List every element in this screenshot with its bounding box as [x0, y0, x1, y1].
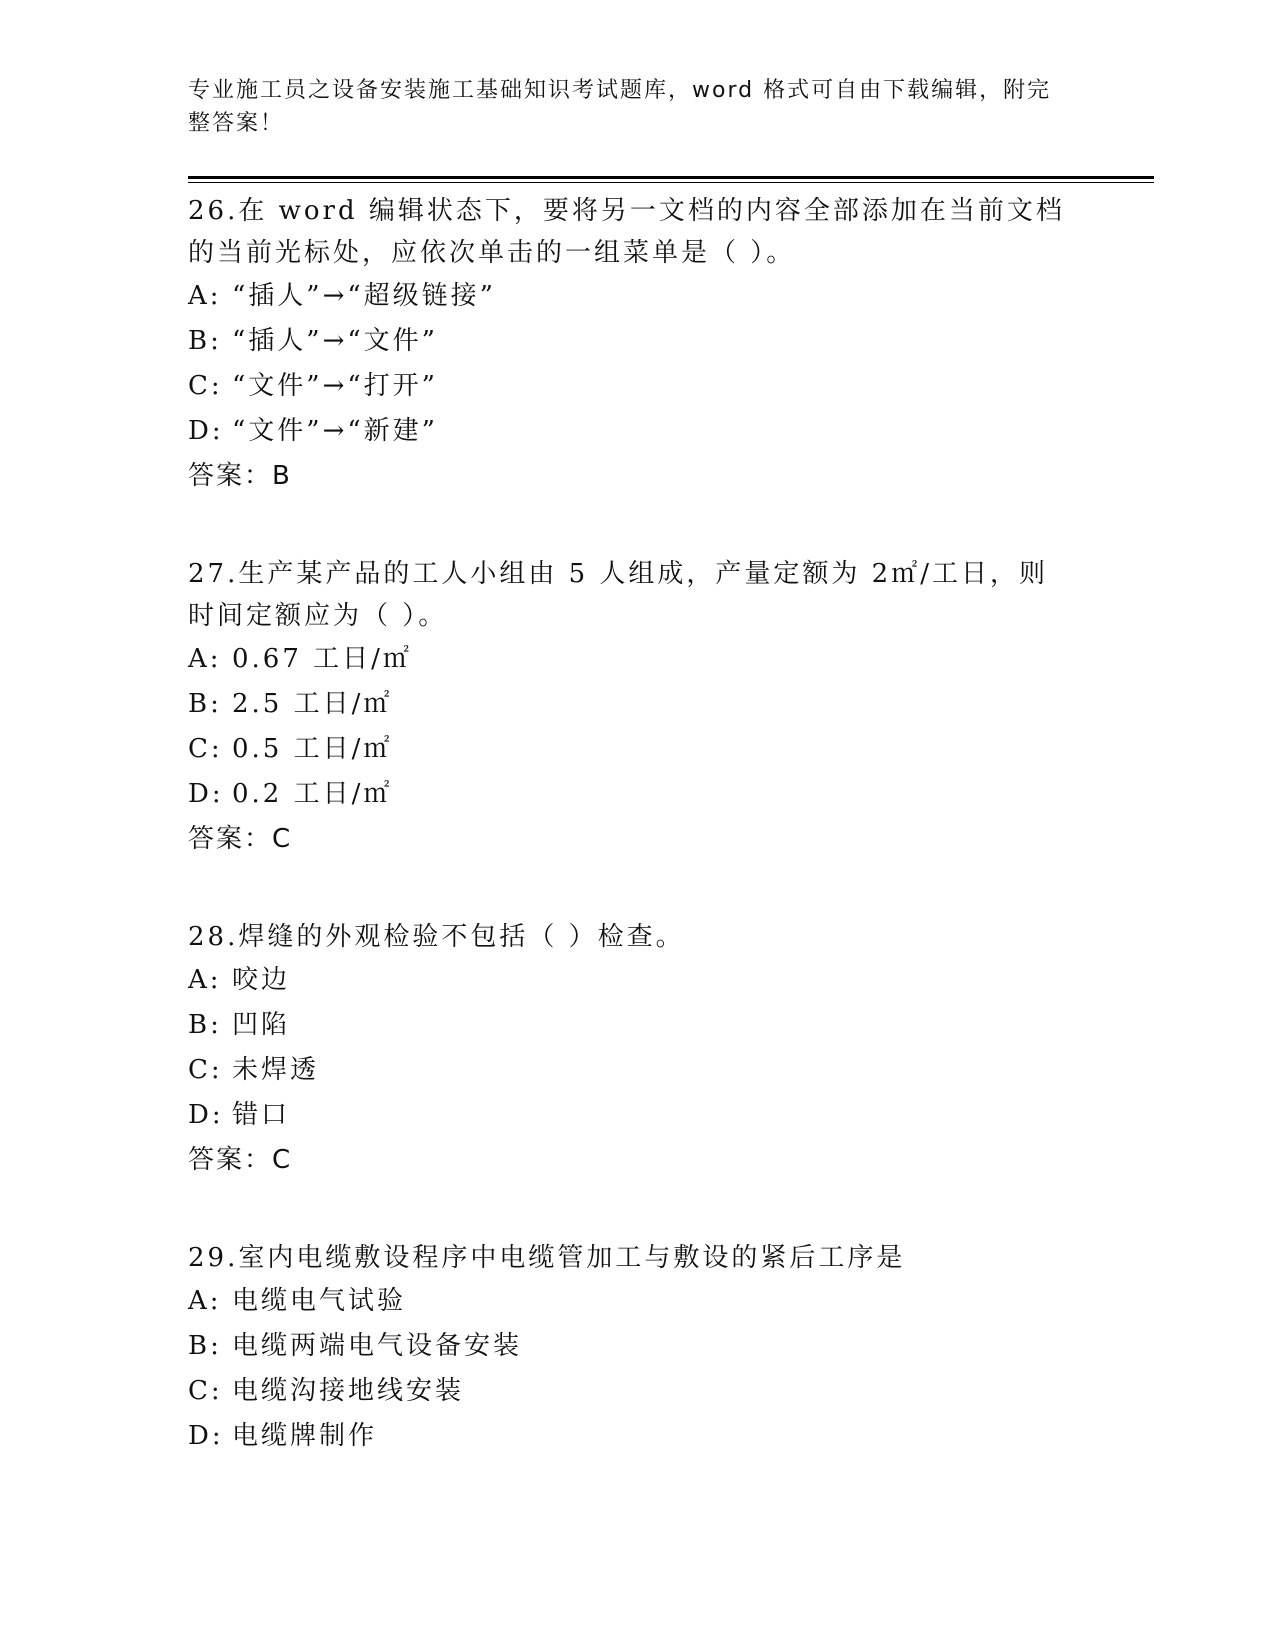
question-28: [188, 916, 1088, 1183]
option-letter: C:: [188, 371, 223, 401]
option-text: 错口: [232, 1100, 291, 1130]
option-letter: D:: [188, 1421, 224, 1451]
option-letter: D:: [188, 779, 224, 809]
option-letter: B:: [188, 1331, 222, 1361]
option-b: [188, 319, 1088, 364]
document-header: 专业施工员之设备安装施工基础知识考试题库，word 格式可自由下载编辑，附完整答案！: [188, 78, 1052, 136]
option-b: [188, 1003, 1088, 1048]
option-c: [188, 727, 1088, 772]
option-letter: A:: [188, 1286, 222, 1316]
option-text: 未焊透: [232, 1055, 320, 1085]
option-b: [188, 682, 1088, 727]
option-c: [188, 1369, 1088, 1414]
option-text: “插人”→“文件”: [232, 326, 438, 356]
option-letter: D:: [188, 1100, 224, 1130]
option-text: “插人”→“超级链接”: [232, 281, 496, 311]
option-text: 0.5 工日/㎡: [232, 734, 393, 764]
option-text: 0.67 工日/㎡: [232, 644, 412, 674]
question-26: [188, 190, 1088, 499]
header-divider-thick: [188, 176, 1154, 179]
header-divider-thin: [188, 182, 1154, 183]
option-letter: D:: [188, 416, 224, 446]
question-answer: 答案：C: [188, 824, 293, 854]
option-letter: B:: [188, 1010, 222, 1040]
option-text: 0.2 工日/㎡: [232, 779, 393, 809]
option-b: [188, 1324, 1088, 1369]
option-letter: A:: [188, 965, 222, 995]
option-a: [188, 637, 1088, 682]
question-27: [188, 553, 1088, 862]
option-text: “文件”→“新建”: [232, 416, 438, 446]
option-a: [188, 1279, 1088, 1324]
option-letter: A:: [188, 644, 222, 674]
question-answer: 答案：C: [188, 1145, 293, 1175]
option-text: 电缆牌制作: [232, 1421, 378, 1451]
question-list: [188, 190, 1088, 1513]
option-text: 电缆沟接地线安装: [232, 1376, 465, 1406]
option-text: 电缆两端电气设备安装: [232, 1331, 523, 1361]
option-d: [188, 1093, 1088, 1138]
option-c: [188, 364, 1088, 409]
question-29: [188, 1237, 1088, 1459]
option-letter: C:: [188, 1055, 223, 1085]
option-letter: C:: [188, 734, 223, 764]
option-letter: B:: [188, 689, 222, 719]
option-text: 电缆电气试验: [232, 1286, 407, 1316]
option-d: [188, 1414, 1088, 1459]
question-answer: 答案：B: [188, 461, 292, 491]
option-a: [188, 958, 1088, 1003]
option-letter: B:: [188, 326, 222, 356]
option-a: [188, 274, 1088, 319]
option-text: 凹陷: [232, 1010, 291, 1040]
option-letter: A:: [188, 281, 222, 311]
option-letter: C:: [188, 1376, 223, 1406]
option-d: [188, 772, 1088, 817]
question-stem: 27.生产某产品的工人小组由 5 人组成，产量定额为 2㎡/工日，则时间定额应为（ ）。: [188, 559, 1048, 631]
option-d: [188, 409, 1088, 454]
option-text: 咬边: [232, 965, 291, 995]
option-c: [188, 1048, 1088, 1093]
option-text: 2.5 工日/㎡: [232, 689, 393, 719]
question-stem: 26.在 word 编辑状态下，要将另一文档的内容全部添加在当前文档的当前光标处，应依次单击的一组菜单是（ ）。: [188, 196, 1065, 268]
question-stem: 28.焊缝的外观检验不包括（ ）检查。: [188, 922, 685, 952]
question-stem: 29.室内电缆敷设程序中电缆管加工与敷设的紧后工序是: [188, 1243, 906, 1273]
option-text: “文件”→“打开”: [232, 371, 438, 401]
